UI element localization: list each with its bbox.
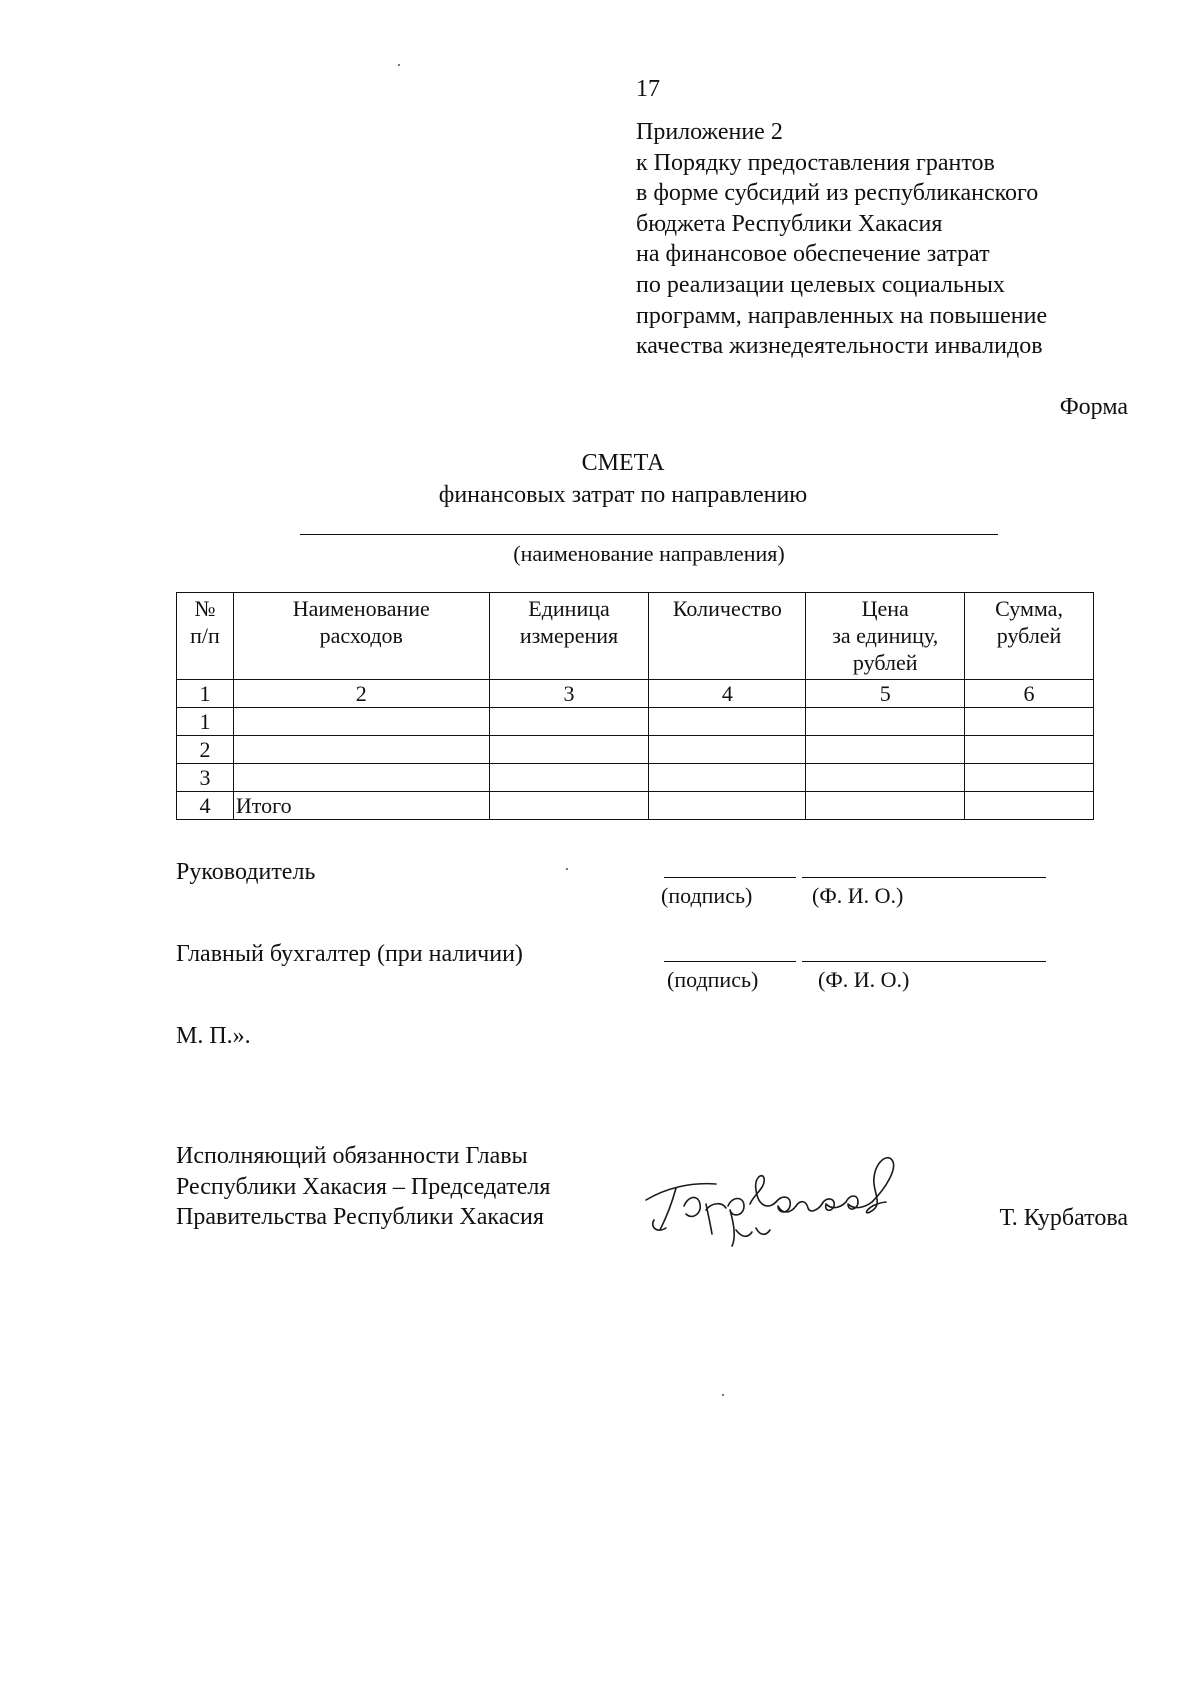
scan-speck <box>722 1394 724 1396</box>
signer-name: Т. Курбатова <box>999 1205 1128 1231</box>
accountant-name-line <box>802 961 1046 962</box>
column-number-row <box>177 680 1094 708</box>
column-number-cell: 2 <box>233 680 489 708</box>
table-header-row <box>177 593 1094 680</box>
table-cell <box>233 736 489 764</box>
head-label: Руководитель <box>176 859 316 885</box>
table-row <box>177 708 1094 736</box>
header-text: № п/п <box>190 596 220 648</box>
table-cell <box>489 792 649 820</box>
table-cell: 1 <box>177 708 234 736</box>
header-text: Количество <box>672 596 782 621</box>
title-subtitle: финансовых затрат по направлению <box>438 482 808 508</box>
header-text: Сумма, рублей <box>995 596 1063 648</box>
header-cell-quantity <box>649 593 806 680</box>
total-label: Итого <box>233 792 489 820</box>
header-text: Цена за единицу, рублей <box>832 596 939 675</box>
table-cell <box>649 708 806 736</box>
column-number-cell: 5 <box>806 680 965 708</box>
table-cell: 2 <box>177 736 234 764</box>
table-cell <box>965 708 1094 736</box>
header-cell-sum <box>965 593 1094 680</box>
accountant-label: Главный бухгалтер (при наличии) <box>176 941 523 967</box>
column-number-cell: 3 <box>489 680 649 708</box>
table-row <box>177 764 1094 792</box>
signatory-title <box>176 1141 550 1233</box>
scan-speck <box>398 64 400 66</box>
table-row <box>177 736 1094 764</box>
header-cell-number <box>177 593 234 680</box>
estimate-table <box>176 592 1094 820</box>
table-cell: 4 <box>177 792 234 820</box>
appendix-line: в форме субсидий из республиканского <box>636 180 1039 207</box>
table-cell <box>806 736 965 764</box>
scan-speck <box>566 868 568 870</box>
header-cell-unit-price <box>806 593 965 680</box>
table-cell: 3 <box>177 764 234 792</box>
signatory-line: Правительства Республики Хакасия <box>176 1204 544 1230</box>
header-cell-unit <box>489 593 649 680</box>
appendix-line: к Порядку предоставления грантов <box>636 149 995 176</box>
table-cell <box>806 708 965 736</box>
accountant-signature-line <box>664 961 796 962</box>
head-signature-line <box>664 877 796 878</box>
table-cell <box>806 764 965 792</box>
appendix-line: Приложение 2 <box>636 119 783 145</box>
table-cell <box>965 764 1094 792</box>
direction-fill-line <box>300 534 998 535</box>
form-label: Форма <box>1059 394 1128 420</box>
table-cell <box>489 708 649 736</box>
table-cell <box>649 792 806 820</box>
table-cell <box>965 736 1094 764</box>
signatory-line: Исполняющий обязанности Главы <box>176 1143 528 1169</box>
title-main: СМЕТА <box>581 450 665 476</box>
header-cell-expense-name <box>233 593 489 680</box>
column-number-cell: 4 <box>649 680 806 708</box>
appendix-line: бюджета Республики Хакасия <box>636 210 943 237</box>
appendix-line: по реализации целевых социальных <box>636 271 1005 298</box>
table-total-row <box>177 792 1094 820</box>
appendix-line: качества жизнедеятельности инвалидов <box>636 333 1043 360</box>
table-cell <box>649 736 806 764</box>
document-title <box>0 447 1200 511</box>
table-cell <box>649 764 806 792</box>
accountant-name-caption: (Ф. И. О.) <box>818 967 910 992</box>
table-cell <box>965 792 1094 820</box>
column-number-cell: 1 <box>177 680 234 708</box>
appendix-line: программ, направленных на повышение <box>636 302 1048 329</box>
handwritten-signature <box>636 1148 926 1248</box>
head-name-caption: (Ф. И. О.) <box>812 883 904 908</box>
table-cell <box>806 792 965 820</box>
table-cell <box>489 764 649 792</box>
signatory-line: Республики Хакасия – Председателя <box>176 1173 551 1200</box>
header-text: Наименование расходов <box>292 596 430 648</box>
appendix-header <box>636 117 1156 362</box>
appendix-line: на финансовое обеспечение затрат <box>636 241 990 268</box>
head-name-line <box>802 877 1046 878</box>
table-cell <box>233 708 489 736</box>
header-text: Единица измерения <box>519 596 619 648</box>
accountant-signature-caption: (подпись) <box>667 967 759 992</box>
direction-caption: (наименование направления) <box>513 541 785 566</box>
stamp-placeholder: М. П.». <box>176 1023 251 1049</box>
page-number: 17 <box>636 76 660 102</box>
head-signature-caption: (подпись) <box>661 883 753 908</box>
table-cell <box>233 764 489 792</box>
column-number-cell: 6 <box>965 680 1094 708</box>
table-cell <box>489 736 649 764</box>
